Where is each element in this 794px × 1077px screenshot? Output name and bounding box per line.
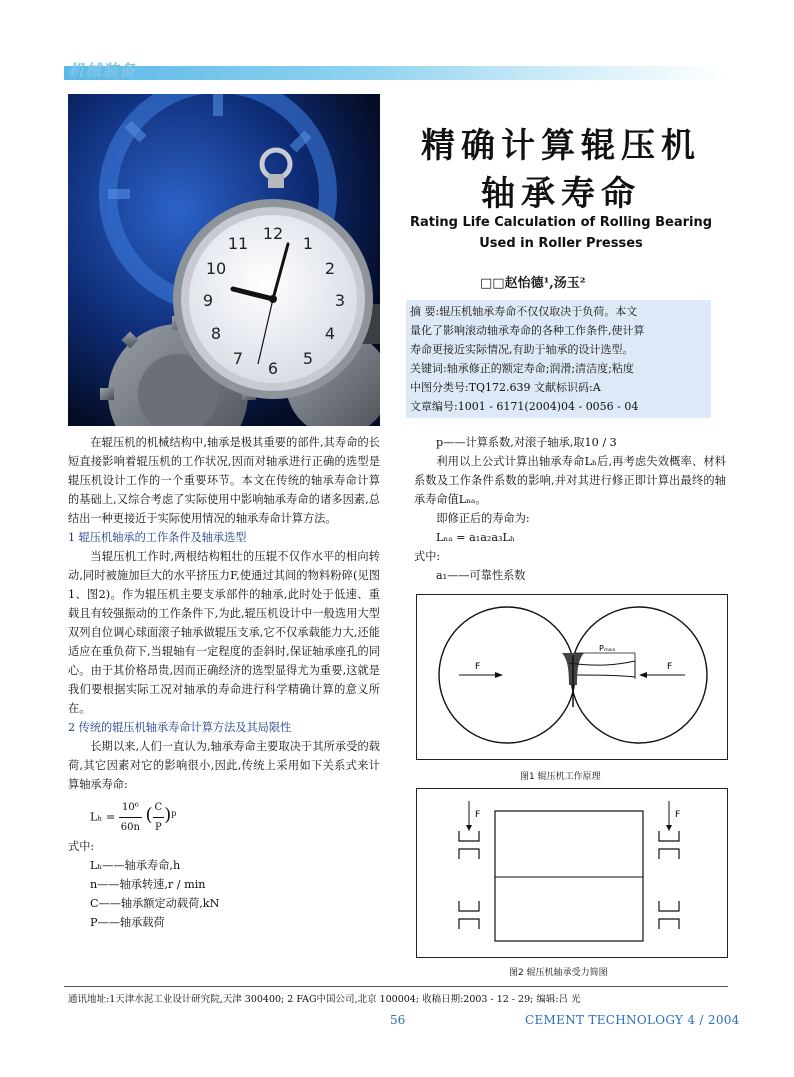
footer-rule [64, 986, 728, 987]
figure-1-caption: 图1 辊压机工作原理 [520, 772, 601, 782]
clock-gear-photo [68, 94, 380, 426]
abstract-line: 量化了影响滚动轴承寿命的各种工作条件,使计算 [410, 324, 645, 337]
life-formula: Lₕ = $\frac{\text{10⁶}}{60n}$ ( $\frac{C}{P}$ )$^p$ [68, 798, 380, 837]
classification-line: 中图分类号:TQ172.639 文献标识码:A [410, 381, 601, 394]
left-column [68, 433, 380, 932]
chinese-title-line1: 精确计算辊压机 [421, 126, 701, 166]
right-column [414, 433, 726, 585]
fig2-f-right: F [675, 810, 681, 820]
formula-exp: p [171, 808, 177, 818]
fig1-f-left: F [475, 662, 481, 672]
english-title-line1: Rating Life Calculation of Rolling Bearing [409, 215, 713, 230]
figure-1-frame [416, 594, 728, 760]
svg-text:5: 5 [302, 349, 314, 368]
svg-text:4: 4 [324, 324, 336, 343]
where-label-2: 式中: [414, 550, 441, 563]
where-label: 式中: [68, 840, 95, 853]
svg-text:12: 12 [262, 224, 284, 243]
definition-item: a₁——可靠性系数 [436, 569, 526, 582]
right-paragraph-1: 利用以上公式计算出轴承寿命Lₕ后,再考虑失效概率、材料系数及工作条件系数的影响,并对其进行修正即计算出最终的轴承寿命值Lₙₐ。 [414, 455, 726, 506]
fig1-f-right: F [667, 662, 673, 672]
definition-item: P——轴承载荷 [90, 916, 165, 929]
abstract-line: 寿命更接近实际情况,有助于轴承的设计选型。 [410, 343, 634, 356]
roller-press-diagram [417, 595, 727, 759]
svg-text:6: 6 [267, 359, 279, 378]
formula-lhs: Lₕ = [90, 810, 116, 824]
journal-name: CEMENT TECHNOLOGY 4 / 2004 [525, 1013, 740, 1027]
intro-paragraph: 在辊压机的机械结构中,轴承是极其重要的部件,其寿命的长短直接影响着辊压机的工作状况,因而对轴承进行正确的选型是辊压机设计工作的一个重要环节。本文在传统的轴承寿命计算的基础上,又综合考虑了实际使用中影响轴承寿命的诸多因素,总结出一种更接近于实际使用情况的轴承寿命计算方法。 [68, 436, 380, 525]
definition-item: C——轴承额定动载荷,kN [90, 897, 220, 910]
fig2-f-left: F [475, 810, 481, 820]
chinese-title-line2: 轴承寿命 [481, 174, 641, 214]
abstract-line: 摘 要:辊压机轴承寿命不仅仅取决于负荷。本文 [410, 305, 638, 318]
formula-num2: C [153, 798, 165, 818]
section-heading-2: 2 传统的辊压机轴承寿命计算方法及其局限性 [68, 721, 292, 734]
p-definition: p——计算系数,对滚子轴承,取10 / 3 [436, 436, 617, 449]
bearing-force-diagram [417, 789, 727, 957]
footnote: 通讯地址:1天津水泥工业设计研究院,天津 300400; 2 FAG中国公司,北京 100004; 收稿日期:2003 - 12 - 29; 编辑:吕 光 [68, 994, 581, 1005]
page-number: 56 [390, 1013, 406, 1027]
fig1-pmax: Pₘₐₓ [599, 644, 616, 653]
svg-text:11: 11 [227, 234, 249, 253]
definition-item: n——轴承转速,r / min [90, 878, 206, 891]
authors: □□赵怡德¹,汤玉² [480, 276, 586, 291]
figure-2-frame [416, 788, 728, 958]
header-bar [64, 66, 726, 80]
section-heading-1: 1 辊压机轴承的工作条件及轴承选型 [68, 531, 247, 544]
formula-den2: P [154, 822, 162, 833]
svg-text:2: 2 [324, 259, 336, 278]
english-title-line2: Used in Roller Presses [479, 236, 643, 251]
definition-item: Lₕ——轴承寿命,h [90, 859, 181, 872]
formula-num1: 10⁶ [119, 798, 142, 818]
svg-text:9: 9 [202, 291, 214, 310]
svg-text:3: 3 [334, 291, 346, 310]
right-paragraph-2: 即修正后的寿命为: [436, 512, 530, 525]
figure-2-caption: 图2 辊压机轴承受力简图 [509, 968, 608, 978]
svg-text:1: 1 [302, 234, 314, 253]
formula-den1: 60n [120, 822, 140, 833]
svg-text:8: 8 [210, 324, 222, 343]
corrected-life-formula: Lₙₐ = a₁a₂a₃Lₕ [436, 531, 515, 544]
keywords-line: 关键词:轴承修正的额定寿命;润滑;清洁度;粘度 [410, 362, 634, 375]
article-number-line: 文章编号:1001 - 6171(2004)04 - 0056 - 04 [410, 400, 639, 413]
section2-paragraph: 长期以来,人们一直认为,轴承寿命主要取决于其所承受的载荷,其它因素对它的影响很小,因此,传统上采用如下关系式来计算轴承寿命: [68, 740, 380, 791]
roller-rect [495, 811, 643, 941]
section1-paragraph: 当辊压机工作时,两根结构粗壮的压辊不仅作水平的相向转动,同时被施加巨大的水平挤压力F,使通过其间的物料粉碎(见图1、图2)。作为辊压机主要支承部件的轴承,此时处于低速、重载且有较强振动的工作条件下,为此,辊压机设计中一般选用大型双列自位调心球面滚子轴承做辊压支承,它不仅承载能力大,还能适应在重负荷下,当辊轴有一定程度的歪斜时,保证轴承座孔的同心。由于其价格昂贵,因而正确经济的选型显得尤为重要,这就是我们要根据实际工况对轴承的寿命进行科学精确计算的意义所在。 [68, 550, 380, 715]
svg-text:7: 7 [232, 349, 244, 368]
section-tag: 机械装备 [68, 61, 137, 80]
svg-text:10: 10 [205, 259, 227, 278]
